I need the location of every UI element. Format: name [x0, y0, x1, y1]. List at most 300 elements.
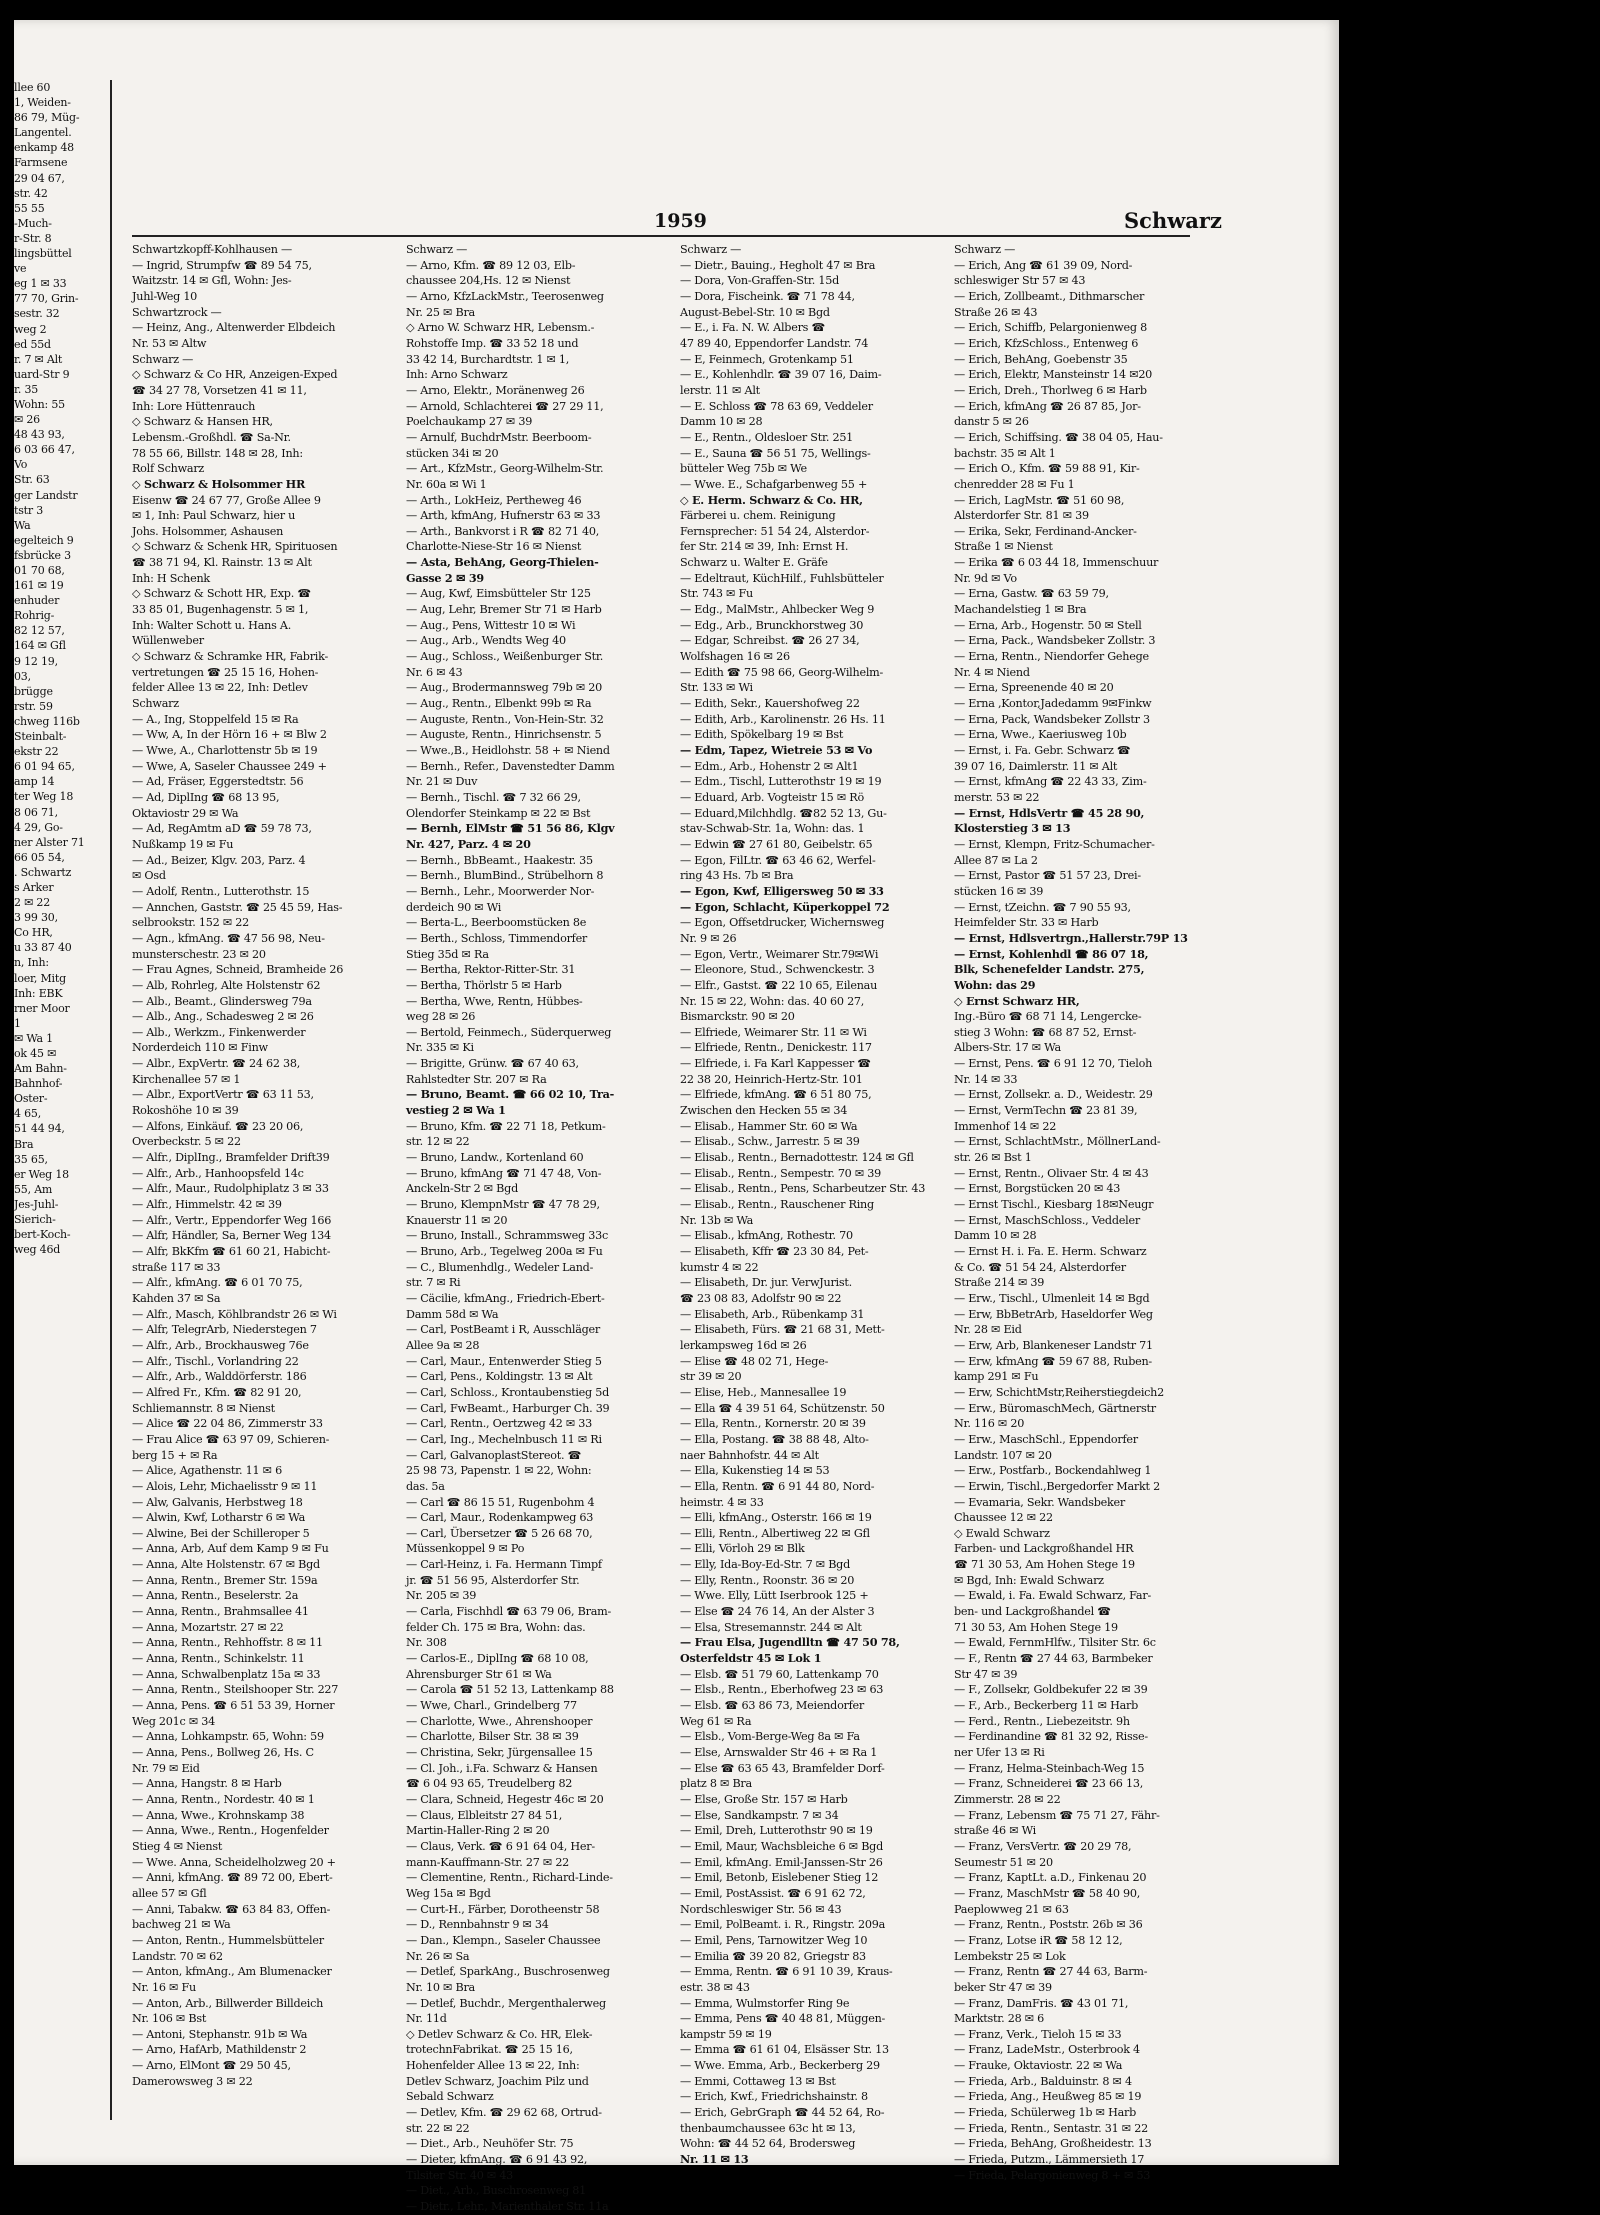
directory-entry-line: — Emil, kfmAng. Emil-Janssen-Str 26 [680, 1855, 883, 1869]
directory-entry-line: — Arno, KfzLackMstr., Teerosenweg [406, 289, 604, 303]
directory-entry-line: 33 42 14, Burchardtstr. 1 ✉ 1, [406, 352, 570, 366]
directory-entry-line: ◇ Schwarz & Schott HR, Exp. ☎ [132, 587, 311, 601]
directory-entry-line: — Franz, LadeMstr., Osterbrook 4 [954, 2043, 1140, 2057]
directory-entry-line: ☎ 71 30 53, Am Hohen Stege 19 [954, 1558, 1135, 1572]
directory-entry-line: Nr. 11d [406, 2012, 447, 2026]
directory-entry-line: — Anna, Wwe., Rentn., Hogenfelder [132, 1824, 329, 1838]
directory-entry-line: — Erika ☎ 6 03 44 18, Immenschuur [954, 556, 1159, 570]
directory-entry-line: Wohn: das 29 [954, 977, 1036, 992]
directory-entry-line: kumstr 4 ✉ 22 [680, 1260, 759, 1274]
gutter-fragment: amp 14 [14, 775, 55, 789]
directory-entry-line: — Anni, kfmAng. ☎ 89 72 00, Ebert- [132, 1871, 333, 1885]
directory-entry-line: — Wwe. E., Schafgarbenweg 55 + [680, 477, 868, 491]
gutter-fragment: Inh: EBK [14, 986, 63, 1000]
directory-entry-line: ring 43 Hs. 7b ✉ Bra [680, 869, 794, 883]
directory-entry-line: — Diet., Arb., Neuhöfer Str. 75 [406, 2137, 574, 2151]
directory-entry-line: — Charlotte, Bilser Str. 38 ✉ 39 [406, 1730, 579, 1744]
directory-entry-line: str. 26 ✉ Bst 1 [954, 1151, 1032, 1165]
gutter-fragment: Langentel. [14, 126, 72, 140]
header-rule [132, 235, 1190, 237]
directory-entry-line: — Carl, Schloss., Krontaubenstieg 5d [406, 1385, 610, 1399]
directory-entry-line: — Erich, Schiffsing. ☎ 38 04 05, Hau- [954, 430, 1163, 444]
directory-entry-line: — Clara, Schneid, Hegestr 46c ✉ 20 [406, 1792, 604, 1806]
directory-entry-line: — Erika, Sekr, Ferdinand-Ancker- [954, 524, 1137, 538]
directory-entry-line: — Erich O., Kfm. ☎ 59 88 91, Kir- [954, 462, 1140, 476]
directory-entry-line: — Erna, Wwe., Kaeriusweg 10b [954, 728, 1127, 742]
directory-entry-line: — E., i. Fa. N. W. Albers ☎ [680, 321, 826, 335]
directory-entry-line: str. 22 ✉ 22 [406, 2121, 470, 2135]
directory-entry-line: — Ferdinandine ☎ 81 32 92, Risse- [954, 1730, 1148, 1744]
directory-entry-line: Blk, Schenefelder Landstr. 275, [954, 962, 1145, 977]
directory-entry-line: Sebald Schwarz [406, 2090, 494, 2104]
gutter-fragment: 51 44 94, [14, 1122, 65, 1136]
directory-entry-line: merstr. 53 ✉ 22 [954, 790, 1040, 804]
directory-entry-line: mann-Kauffmann-Str. 27 ✉ 22 [406, 1855, 570, 1869]
directory-entry-line: Rohstoffe Imp. ☎ 33 52 18 und [406, 336, 579, 350]
directory-entry-line: — Bertold, Feinmech., Süderquerweg [406, 1025, 612, 1039]
directory-entry-line: — Emilia ☎ 39 20 82, Griegstr 83 [680, 1949, 866, 1963]
directory-entry-line: ◇ Detlev Schwarz & Co. HR, Elek- [406, 2027, 593, 2041]
directory-entry-line: — Elisab., Hammer Str. 60 ✉ Wa [680, 1119, 858, 1133]
directory-entry-line: — Erw., BüromaschMech, Gärtnerstr [954, 1401, 1156, 1415]
directory-entry-line: — Anna, Rentn., Bremer Str. 159a [132, 1573, 318, 1587]
directory-entry-line: — Dan., Klempn., Saseler Chaussee [406, 1933, 601, 1947]
directory-entry-line: Nr. 6 ✉ 43 [406, 665, 463, 679]
directory-entry-line: Nr. 16 ✉ Fu [132, 1980, 196, 1994]
directory-entry-line: — Else ☎ 63 65 43, Bramfelder Dorf- [680, 1761, 885, 1775]
directory-entry-line: — F., Arb., Beckerberg 11 ✉ Harb [954, 1699, 1139, 1713]
directory-entry-line: — Bruno, Landw., Kortenland 60 [406, 1151, 584, 1165]
directory-column-2 [406, 242, 668, 2214]
directory-entry-line: str 39 ✉ 20 [680, 1370, 742, 1384]
directory-entry-line: — Erna ,Kontor,Jadedamm 9✉Finkw [954, 697, 1152, 711]
directory-entry-line: — Emil, Maur, Wachsbleiche 6 ✉ Bgd [680, 1839, 883, 1853]
gutter-fragment: r. 7 ✉ Alt [14, 352, 63, 366]
directory-entry-line: — Frau Agnes, Schneid, Bramheide 26 [132, 963, 344, 977]
directory-entry-line: — Cäcilie, kfmAng., Friedrich-Ebert- [406, 1291, 605, 1305]
gutter-fragment: Str. 63 [14, 473, 50, 487]
directory-entry-line: ◇ Ernst Schwarz HR, [954, 993, 1080, 1008]
directory-entry-line: Detlev Schwarz, Joachim Pilz und [406, 2074, 589, 2088]
directory-entry-line: ◇ Schwarz & Schenk HR, Spirituosen [132, 540, 338, 554]
directory-entry-line: — Erich, KfzSchloss., Entenweg 6 [954, 336, 1139, 350]
directory-entry-line: — Frau Elsa, Jugendlltn ☎ 47 50 78, [680, 1635, 900, 1650]
directory-entry-line: Str. 743 ✉ Fu [680, 587, 753, 601]
directory-entry-line: August-Bebel-Str. 10 ✉ Bgd [680, 305, 830, 319]
directory-entry-line: — Erna, Arb., Hogenstr. 50 ✉ Stell [954, 618, 1142, 632]
directory-entry-line: bütteler Weg 75b ✉ We [680, 462, 807, 476]
gutter-fragment: uard-Str 9 [14, 367, 70, 381]
directory-entry-line: — Edm, Tapez, Wietreie 53 ✉ Vo [680, 743, 873, 757]
gutter-fragment: egelteich 9 [14, 533, 74, 547]
directory-entry-line: — Aug, Kwf, Eimsbütteler Str 125 [406, 587, 591, 601]
gutter-fragment: Farmsene [14, 156, 68, 170]
directory-entry-line: — Emma, Rentn. ☎ 6 91 10 39, Kraus- [680, 1965, 893, 1979]
directory-entry-line: — Elisab., Rentn., Rauschener Ring [680, 1198, 874, 1212]
directory-entry-line: — Elfriede, Rentn., Denickestr. 117 [680, 1041, 872, 1055]
directory-entry-line: ☎ 23 08 83, Adolfstr 90 ✉ 22 [680, 1291, 842, 1305]
directory-entry-line: — Ad, Fräser, Eggerstedtstr. 56 [132, 775, 304, 789]
directory-entry-line: Olendorfer Steinkamp ✉ 22 ✉ Bst [406, 806, 591, 820]
previous-page-edge [14, 80, 112, 2120]
directory-entry-line: stav-Schwab-Str. 1a, Wohn: das. 1 [680, 822, 865, 836]
directory-entry-line: — Wwe. Emma, Arb., Beckerberg 29 [680, 2059, 880, 2073]
gutter-fragment: 55 55 [14, 201, 45, 215]
directory-entry-line: — Alfr, Händler, Sa, Berner Weg 134 [132, 1229, 331, 1243]
directory-entry-line: Oktaviostr 29 ✉ Wa [132, 806, 239, 820]
directory-entry-line: str. 7 ✉ Ri [406, 1276, 461, 1290]
directory-entry-line: — Alb., Beamt., Glindersweg 79a [132, 994, 312, 1008]
directory-entry-line: Nr. 14 ✉ 33 [954, 1072, 1018, 1086]
directory-entry-line: — Emil, Betonb, Eislebener Stieg 12 [680, 1871, 879, 1885]
directory-entry-line: kampstr 59 ✉ 19 [680, 2027, 772, 2041]
directory-entry-line: Allee 87 ✉ La 2 [954, 853, 1038, 867]
directory-entry-line: — Claus, Verk. ☎ 6 91 64 04, Her- [406, 1839, 595, 1853]
directory-entry-line: Nr. 308 [406, 1636, 447, 1650]
directory-entry-line: — Agn., kfmAng. ☎ 47 56 98, Neu- [132, 931, 325, 945]
directory-entry-line: — Edg., Arb., Brunckhorstweg 30 [680, 618, 864, 632]
directory-entry-line: Hohenfelder Allee 13 ✉ 22, Inh: [406, 2059, 580, 2073]
directory-entry-line: — Ernst, MaschSchloss., Veddeler [954, 1213, 1140, 1227]
directory-entry-line: Bismarckstr. 90 ✉ 20 [680, 1010, 795, 1024]
directory-entry-line: — Alfred Fr., Kfm. ☎ 82 91 20, [132, 1385, 302, 1399]
directory-entry-line: Nr. 4 ✉ Niend [954, 665, 1030, 679]
directory-entry-line: — Erna, Rentn., Niendorfer Gehege [954, 650, 1149, 664]
directory-entry-line: lerstr. 11 ✉ Alt [680, 383, 760, 397]
directory-entry-line: Zwischen den Hecken 55 ✉ 34 [680, 1104, 848, 1118]
directory-entry-line: — Else ☎ 24 76 14, An der Alster 3 [680, 1605, 875, 1619]
directory-entry-line: — Erwin, Tischl.,Bergedorfer Markt 2 [954, 1479, 1160, 1493]
directory-entry-line: — Alfr, TelegrArb, Niederstegen 7 [132, 1323, 317, 1337]
directory-entry-line: — E., Kohlenhdlr. ☎ 39 07 16, Daim- [680, 368, 882, 382]
directory-entry-line: — Erna, Spreenende 40 ✉ 20 [954, 681, 1114, 695]
directory-entry-line: Damm 10 ✉ 28 [954, 1229, 1037, 1243]
directory-entry-line: beker Str 47 ✉ 39 [954, 1980, 1052, 1994]
directory-entry-line: — Else, Arnswalder Str 46 + ✉ Ra 1 [680, 1746, 878, 1759]
directory-entry-line: — Edeltraut, KüchHilf., Fuhlsbütteler [680, 571, 884, 585]
directory-entry-line: — Edith ☎ 75 98 66, Georg-Wilhelm- [680, 665, 884, 679]
directory-entry-line: — Erw, BbBetrArb, Haseldorfer Weg [954, 1307, 1153, 1321]
directory-entry-line: Tilsiter Str. 40 ✉ 43 [406, 2168, 514, 2182]
directory-entry-line: weg 28 ✉ 26 [406, 1010, 476, 1024]
directory-entry-line: Chaussee 12 ✉ 22 [954, 1511, 1053, 1525]
gutter-fragment: 161 ✉ 19 [14, 579, 64, 593]
directory-entry-line: — Alb, Rohrleg, Alte Holstenstr 62 [132, 978, 321, 992]
directory-entry-line: Nr. 26 ✉ Sa [406, 1949, 470, 1963]
gutter-fragment: -Much- [14, 216, 52, 230]
directory-entry-line: ◇ E. Herm. Schwarz & Co. HR, [680, 492, 863, 507]
gutter-fragment: tstr 3 [14, 503, 44, 517]
directory-entry-line: — Dora, Von-Graffen-Str. 15d [680, 274, 839, 288]
directory-entry-line: stieg 3 Wohn: ☎ 68 87 52, Ernst- [954, 1025, 1137, 1039]
directory-entry-line: Nr. 60a ✉ Wi 1 [406, 477, 487, 491]
gutter-fragment: ok 45 ✉ [14, 1047, 57, 1060]
directory-entry-line: Kahden 37 ✉ Sa [132, 1291, 221, 1305]
directory-entry-line: — Carola ☎ 51 52 13, Lattenkamp 88 [406, 1683, 614, 1697]
directory-entry-line: — Edm., Arb., Hohenstr 2 ✉ Alt1 [680, 759, 859, 773]
directory-entry-line: — Egon, Offsetdrucker, Wichernsweg [680, 916, 885, 930]
directory-entry-line: — Erich, Zollbeamt., Dithmarscher [954, 289, 1145, 303]
directory-entry-line: — Bernh., Refer., Davenstedter Damm [406, 759, 615, 773]
directory-entry-line: — Edith, Sekr., Kauershofweg 22 [680, 697, 860, 711]
directory-entry-line: — Elsb., Vom-Berge-Weg 8a ✉ Fa [680, 1730, 860, 1744]
directory-entry-line: — Bernh., BlumBind., Strübelhorn 8 [406, 869, 604, 883]
directory-entry-line: — Bruno, Kfm. ☎ 22 71 18, Petkum- [406, 1119, 606, 1133]
directory-entry-line: — Carl ☎ 86 15 51, Rugenbohm 4 [406, 1495, 595, 1509]
directory-entry-line: — Alfons, Einkäuf. ☎ 23 20 06, [132, 1119, 304, 1133]
gutter-fragment: eg 1 ✉ 33 [14, 277, 67, 291]
directory-entry-line: — Ernst H. i. Fa. E. Herm. Schwarz [954, 1245, 1147, 1258]
directory-entry-line: Schwarz — [954, 243, 1016, 256]
directory-entry-line: — Aug., Arb., Wendts Weg 40 [406, 634, 566, 648]
gutter-fragment: 01 70 68, [14, 564, 65, 577]
directory-entry-line: — Alfr., kfmAng. ☎ 6 01 70 75, [132, 1276, 303, 1290]
directory-entry-line: naer Bahnhofstr. 44 ✉ Alt [680, 1448, 819, 1462]
directory-entry-line: — Alfr., Maur., Rudolphiplatz 3 ✉ 33 [132, 1182, 329, 1196]
directory-entry-line: Anckeln-Str 2 ✉ Bgd [406, 1182, 518, 1196]
directory-entry-line: — Anna, Pens., Bollweg 26, Hs. C [132, 1746, 314, 1759]
directory-entry-line: — Anna, Hangstr. 8 ✉ Harb [132, 1777, 282, 1791]
directory-entry-line: — Carl-Heinz, i. Fa. Hermann Timpf [406, 1558, 602, 1572]
gutter-fragment: 03, [14, 669, 31, 683]
directory-entry-line: 47 89 40, Eppendorfer Landstr. 74 [680, 336, 869, 350]
gutter-fragment: Vo [14, 458, 28, 472]
directory-entry-line: — Edg., MalMstr., Ahlbecker Weg 9 [680, 603, 875, 617]
directory-entry-line: Seumestr 51 ✉ 20 [954, 1855, 1053, 1869]
directory-entry-line: — Anna, Rentn., Rehhoffstr. 8 ✉ 11 [132, 1636, 323, 1650]
directory-entry-line: — Ella, Rentn., Kornerstr. 20 ✉ 39 [680, 1417, 866, 1431]
directory-entry-line: — Emmi, Cottaweg 13 ✉ Bst [680, 2074, 836, 2088]
directory-entry-line: thenbaumchaussee 63c ht ✉ 13, [680, 2121, 856, 2135]
directory-entry-line: — Anna, Pens. ☎ 6 51 53 39, Horner [132, 1699, 335, 1713]
directory-entry-line: — Franz, Lotse iR ☎ 58 12 12, [954, 1933, 1123, 1947]
directory-entry-line: — Erich, LagMstr. ☎ 51 60 98, [954, 493, 1125, 507]
gutter-fragment: 77 70, Grin- [14, 292, 79, 306]
gutter-fragment: ter Weg 18 [14, 790, 74, 804]
directory-entry-line: — Edm., Tischl, Lutterothstr 19 ✉ 19 [680, 775, 882, 789]
directory-entry-line: — Anna, Rentn., Steilshooper Str. 227 [132, 1683, 339, 1697]
directory-entry-line: — Elise ☎ 48 02 71, Hege- [680, 1354, 829, 1368]
gutter-fragment: Am Bahn- [14, 1062, 67, 1076]
gutter-fragment: ekstr 22 [14, 745, 59, 759]
directory-column-4 [954, 242, 1216, 2182]
directory-entry-line: — Annchen, Gaststr. ☎ 25 45 59, Has- [132, 900, 343, 914]
directory-entry-line: — Curt-H., Färber, Dorotheenstr 58 [406, 1902, 600, 1916]
directory-entry-line: Inh: Walter Schott u. Hans A. [132, 618, 291, 632]
directory-entry-line: — Arno, HafArb, Mathildenstr 2 [132, 2043, 307, 2057]
directory-entry-line: chenredder 28 ✉ Fu 1 [954, 477, 1075, 491]
directory-entry-line: Damm 10 ✉ 28 [680, 415, 763, 429]
gutter-fragment: Wa [14, 518, 31, 532]
directory-entry-line: — Emma, Pens ☎ 40 48 81, Müggen- [680, 2012, 886, 2026]
directory-entry-line: — Anna, Rentn., Schinkelstr. 11 [132, 1652, 305, 1666]
directory-entry-line: felder Allee 13 ✉ 22, Inh: Detlev [132, 681, 308, 695]
directory-entry-line: — Auguste, Rentn., Von-Hein-Str. 32 [406, 712, 604, 726]
directory-entry-line: Damerowsweg 3 ✉ 22 [132, 2074, 253, 2088]
directory-entry-line: — Elisabeth, Kffr ☎ 23 30 84, Pet- [680, 1245, 869, 1258]
directory-entry-line: — Ernst, kfmAng ☎ 22 43 33, Zim- [954, 775, 1147, 789]
directory-entry-line: ◇ Ewald Schwarz [954, 1526, 1050, 1540]
directory-entry-line: Johs. Holsommer, Ashausen [132, 524, 284, 538]
directory-entry-line: Straße 26 ✉ 43 [954, 305, 1038, 319]
directory-entry-line: Schwarz [132, 697, 179, 711]
directory-entry-line: Nordschleswiger Str. 56 ✉ 43 [680, 1902, 842, 1916]
directory-entry-line: — Frieda, Schülerweg 1b ✉ Harb [954, 2106, 1136, 2120]
directory-entry-line: estr. 38 ✉ 43 [680, 1980, 750, 1994]
directory-entry-line: — Heinz, Ang., Altenwerder Elbdeich [132, 321, 336, 335]
gutter-fragment: 8 06 71, [14, 805, 58, 819]
directory-entry-line: — Anna, Rentn., Brahmsallee 41 [132, 1605, 309, 1619]
directory-entry-line: — Arth., LokHeiz, Pertheweg 46 [406, 493, 582, 507]
directory-entry-line: — Albr., ExpVertr. ☎ 24 62 38, [132, 1057, 301, 1071]
directory-entry-line: Eisenw ☎ 24 67 77, Große Allee 9 [132, 493, 321, 507]
directory-entry-line: — Detlev, Kfm. ☎ 29 62 68, Ortrud- [406, 2106, 602, 2120]
directory-entry-line: Klosterstieg 3 ✉ 13 [954, 821, 1071, 836]
directory-entry-line: — Ernst, Borgstücken 20 ✉ 43 [954, 1182, 1121, 1196]
directory-entry-line: Paeplowweg 21 ✉ 63 [954, 1902, 1069, 1916]
directory-entry-line: — Ella, Postang. ☎ 38 88 48, Alto- [680, 1432, 869, 1446]
directory-entry-line: — E., Sauna ☎ 56 51 75, Wellings- [680, 446, 871, 460]
directory-entry-line: berg 15 + ✉ Ra [132, 1448, 218, 1462]
directory-entry-line: allee 57 ✉ Gfl [132, 1886, 207, 1900]
directory-entry-line: — Arnulf, BuchdrMstr. Beerboom- [406, 430, 592, 444]
directory-entry-line: — Edith, Spökelbarg 19 ✉ Bst [680, 728, 844, 742]
directory-entry-line: — Ernst, Kohlenhdl ☎ 86 07 18, [954, 946, 1149, 961]
gutter-fragment: chweg 116b [14, 714, 80, 728]
directory-entry-line: — Bertha, Rektor-Ritter-Str. 31 [406, 963, 576, 977]
directory-entry-line: Machandelstieg 1 ✉ Bra [954, 603, 1087, 617]
directory-entry-line: — Frieda, Rentn., Sentastr. 31 ✉ 22 [954, 2121, 1148, 2135]
directory-entry-line: ✉ 1, Inh: Paul Schwarz, hier u [132, 509, 296, 523]
directory-entry-line: Farben- und Lackgroßhandel HR [954, 1542, 1134, 1556]
directory-entry-line: — Ernst, Zollsekr. a. D., Weidestr. 29 [954, 1088, 1153, 1102]
directory-entry-line: Wohn: ☎ 44 52 64, Brodersweg [680, 2137, 856, 2151]
directory-entry-line: — Elisab., Schw., Jarrestr. 5 ✉ 39 [680, 1135, 860, 1149]
directory-entry-line: Knauerstr 11 ✉ 20 [406, 1213, 508, 1227]
directory-entry-line: — Egon, Schlacht, Küperkoppel 72 [680, 899, 890, 914]
directory-entry-line: Wüllenweber [132, 634, 204, 648]
directory-entry-line: — F., Zollsekr, Goldbekufer 22 ✉ 39 [954, 1683, 1148, 1697]
directory-entry-line: — Carl, Rentn., Oertzweg 42 ✉ 33 [406, 1417, 593, 1431]
directory-entry-line: — Franz, DamFris. ☎ 43 01 71, [954, 1996, 1129, 2010]
directory-entry-line: felder Ch. 175 ✉ Bra, Wohn: das. [406, 1620, 586, 1634]
directory-entry-line: — Alois, Lehr, Michaelisstr 9 ✉ 11 [132, 1479, 318, 1493]
gutter-fragment: 1 [14, 1016, 21, 1030]
directory-entry-line: — Anna, Mozartstr. 27 ✉ 22 [132, 1620, 284, 1634]
directory-entry-line: — Arnold, Schlachterei ☎ 27 29 11, [406, 399, 604, 413]
directory-entry-line: — Frieda, BehAng, Großheidestr. 13 [954, 2137, 1152, 2151]
directory-entry-line: vertretungen ☎ 25 15 16, Hohen- [132, 665, 319, 679]
directory-entry-line: — Alwine, Bei der Schilleroper 5 [132, 1526, 310, 1540]
directory-entry-line: Schwarz — [132, 352, 194, 366]
directory-entry-line: ☎ 38 71 94, Kl. Rainstr. 13 ✉ Alt [132, 556, 312, 570]
directory-entry-line: — Elisab., Rentn., Pens, Scharbeutzer Str. 43 [680, 1182, 926, 1196]
directory-entry-line: Nr. 79 ✉ Eid [132, 1761, 200, 1775]
directory-entry-line: kamp 291 ✉ Fu [954, 1370, 1039, 1384]
directory-entry-line: Martin-Haller-Ring 2 ✉ 20 [406, 1824, 550, 1838]
directory-entry-line: Nr. 205 ✉ 39 [406, 1589, 477, 1603]
gutter-fragment: Jes-Juhl- [14, 1197, 59, 1211]
directory-entry-line: heimstr. 4 ✉ 33 [680, 1495, 764, 1509]
directory-entry-line: — Ad, RegAmtm aD ☎ 59 78 73, [132, 822, 312, 836]
directory-entry-line: — Alfr., Arb., Brockhausweg 76e [132, 1338, 309, 1352]
directory-entry-line: — Erw., Postfarb., Bockendahlweg 1 [954, 1464, 1152, 1478]
directory-entry-line: 78 55 66, Billstr. 148 ✉ 28, Inh: [132, 446, 303, 460]
directory-entry-line: Charlotte-Niese-Str 16 ✉ Nienst [406, 540, 582, 554]
directory-entry-line: — Franz, KaptLt. a.D., Finkenau 20 [954, 1871, 1147, 1885]
directory-entry-line: Nr. 106 ✉ Bst [132, 2012, 207, 2026]
directory-entry-line: — Alwin, Kwf, Lotharstr 6 ✉ Wa [132, 1511, 305, 1525]
directory-entry-line: bachstr. 35 ✉ Alt 1 [954, 446, 1056, 460]
directory-entry-line: — Anni, Tabakw. ☎ 63 84 83, Offen- [132, 1902, 331, 1916]
gutter-fragment: llee 60 [14, 81, 51, 94]
directory-entry-line: Ing.-Büro ☎ 68 71 14, Lengercke- [954, 1010, 1142, 1024]
directory-entry-line: derdeich 90 ✉ Wi [406, 900, 502, 914]
directory-entry-line: trotechnFabrikat. ☎ 25 15 16, [406, 2043, 573, 2057]
directory-entry-line: — Carl, FwBeamt., Harburger Ch. 39 [406, 1401, 610, 1415]
directory-entry-line: — Carl, GalvanoplastStereot. ☎ [406, 1448, 582, 1462]
directory-entry-line: — Erw, Arb, Blankeneser Landstr 71 [954, 1338, 1153, 1352]
directory-entry-line: — Anna, Alte Holstenstr. 67 ✉ Bgd [132, 1558, 320, 1572]
directory-entry-line: Schwarz u. Walter E. Gräfe [680, 556, 828, 570]
gutter-fragment: Bahnhof- [14, 1077, 63, 1091]
directory-entry-line: Straße 214 ✉ 39 [954, 1276, 1045, 1290]
directory-entry-line: — Asta, BehAng, Georg-Thielen- [406, 555, 599, 570]
directory-entry-line: — Franz, Verk., Tieloh 15 ✉ 33 [954, 2027, 1122, 2041]
directory-entry-line: — Elli, Vörloh 29 ✉ Blk [680, 1542, 805, 1556]
directory-entry-line: — Elisab., kfmAng, Rothestr. 70 [680, 1229, 853, 1243]
directory-entry-line: ☎ 34 27 78, Vorsetzen 41 ✉ 11, [132, 383, 307, 397]
directory-entry-line: — Carl, Maur., Entenwerder Stieg 5 [406, 1354, 602, 1368]
directory-entry-line: Inh: H Schenk [132, 571, 210, 585]
gutter-fragment: 48 43 93, [14, 428, 65, 442]
directory-entry-line: Allee 9a ✉ 28 [406, 1338, 480, 1352]
gutter-fragment: ✉ 26 [14, 413, 40, 427]
directory-entry-line: — Ernst, Klempn, Fritz-Schumacher- [954, 837, 1155, 851]
directory-entry-line: — Carlos-E., DiplIng ☎ 68 10 08, [406, 1652, 589, 1666]
directory-entry-line: — Clementine, Rentn., Richard-Linde- [406, 1871, 613, 1885]
directory-entry-line: munsterschestr. 23 ✉ 20 [132, 947, 266, 961]
directory-entry-line: — Wwe, Charl., Grindelberg 77 [406, 1699, 577, 1713]
page-number: 1959 [654, 210, 707, 232]
directory-entry-line: — Ernst, Pastor ☎ 51 57 23, Drei- [954, 869, 1141, 883]
directory-entry-line: danstr 5 ✉ 26 [954, 415, 1029, 429]
directory-entry-line: Straße 1 ✉ Nienst [954, 540, 1053, 554]
directory-entry-line: stücken 16 ✉ 39 [954, 884, 1044, 898]
directory-entry-line: — C., Blumenhdlg., Wedeler Land- [406, 1260, 594, 1274]
directory-entry-line: Nr. 13b ✉ Wa [680, 1213, 754, 1227]
directory-entry-line: — Anna, Arb, Auf dem Kamp 9 ✉ Fu [132, 1542, 329, 1556]
directory-entry-line: — Emma, Wulmstorfer Ring 9e [680, 1996, 850, 2010]
directory-entry-line: vestieg 2 ✉ Wa 1 [406, 1103, 506, 1118]
gutter-fragment: Co HR, [14, 926, 53, 940]
directory-entry-line: — Bertha, Thörlstr 5 ✉ Harb [406, 978, 562, 992]
directory-entry-line: jr. ☎ 51 56 95, Alsterdorfer Str. [406, 1573, 580, 1587]
gutter-fragment: Wohn: 55 [14, 397, 65, 411]
directory-entry-line: — Alfr., Tischl., Vorlandring 22 [132, 1354, 299, 1368]
directory-entry-line: Damm 58d ✉ Wa [406, 1307, 499, 1321]
directory-entry-line: Müssenkoppel 9 ✉ Po [406, 1542, 525, 1556]
directory-entry-line: Nr. 28 ✉ Eid [954, 1323, 1022, 1337]
directory-entry-line: — Charlotte, Wwe., Ahrenshooper [406, 1714, 593, 1728]
directory-entry-line: — Bernh, ElMstr ☎ 51 56 86, Klgv [406, 821, 615, 836]
directory-entry-line: — Dieter, kfmAng. ☎ 6 91 43 92, [406, 2153, 588, 2167]
directory-entry-line: — Franz, Helma-Steinbach-Weg 15 [954, 1761, 1145, 1775]
page-heading-word: Schwarz [1124, 208, 1222, 233]
gutter-fragment: lingsbüttel [14, 247, 72, 261]
directory-entry-line: chaussee 204,Hs. 12 ✉ Nienst [406, 274, 571, 288]
gutter-fragment: weg 46d [14, 1243, 61, 1257]
